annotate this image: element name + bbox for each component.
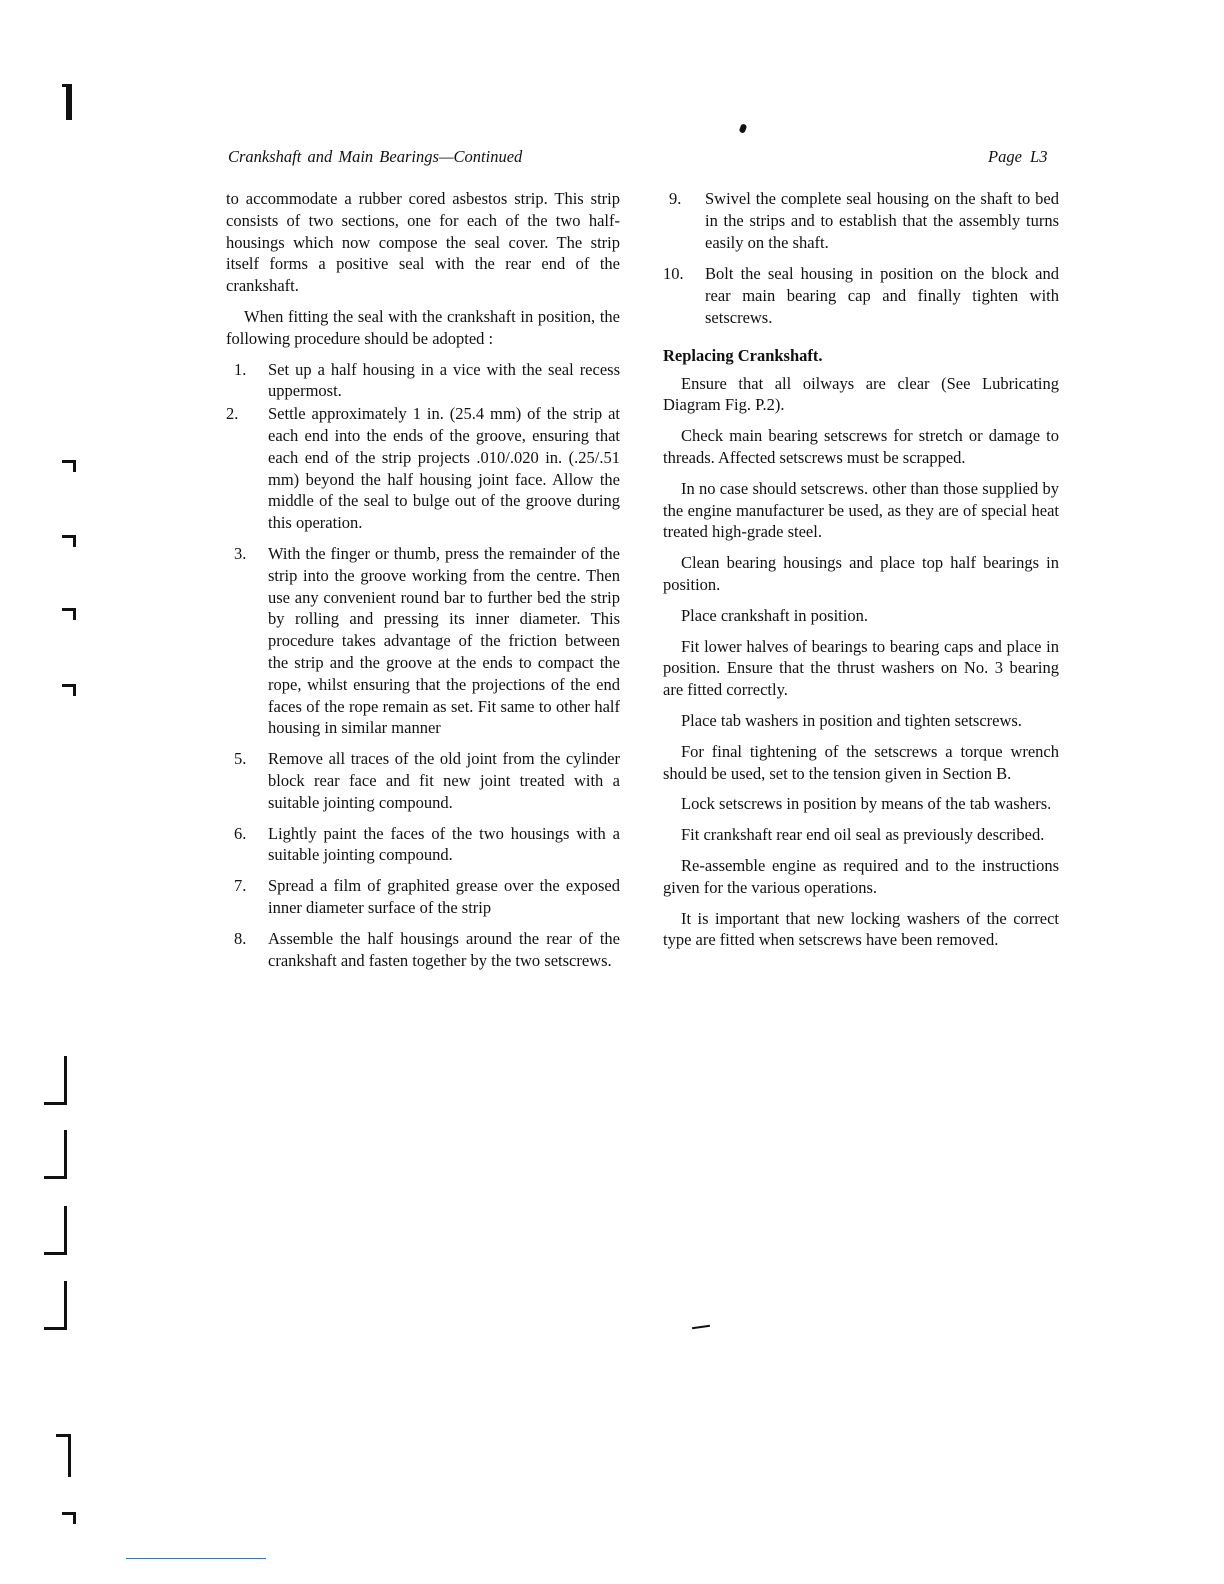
paragraph: Re-assemble engine as required and to the instructions given for the various operations.	[663, 855, 1059, 897]
binder-hook	[56, 1434, 71, 1477]
paragraph: Clean bearing housings and place top half bearings in position.	[663, 553, 1059, 594]
running-head: Crankshaft and Main Bearings—Continued	[228, 147, 523, 166]
step-text: Set up a half housing in a vice with the seal recess uppermost.	[268, 359, 620, 401]
list-item	[226, 823, 620, 867]
intro-paragraph: to accommodate a rubber cored asbestos strip. This strip consists of two sections, one for each of the two half-housings which now compose the seal cover. The strip itself forms a positive seal with the rear end of the crankshaft.	[226, 189, 620, 296]
binder-mark	[66, 84, 72, 120]
left-column	[226, 188, 620, 980]
step-text: Remove all traces of the old joint from the cylinder block rear face and fit new joint treated with a suitable jointing compound.	[268, 749, 620, 812]
list-item	[226, 748, 620, 813]
page-number: Page L3	[988, 147, 1048, 166]
step-text: Swivel the complete seal housing on the shaft to bed in the strips and to establish that the assembly turns easily on the shaft.	[705, 189, 1059, 252]
paragraph: Fit crankshaft rear end oil seal as previously described.	[681, 825, 1045, 845]
step-number: 6.	[234, 823, 247, 843]
binder-tick	[62, 460, 76, 463]
step-number: 9.	[669, 189, 682, 208]
section-heading: Replacing Crankshaft.	[663, 345, 823, 365]
paragraph: Place tab washers in position and tighten setscrews.	[681, 710, 1022, 730]
paragraph: Fit lower halves of bearings to bearing caps and place in position. Ensure that the thrust washers on No. 3 bearing are fitted correctly.	[663, 636, 1059, 700]
list-item	[226, 928, 620, 972]
paragraph: Lock setscrews in position by means of the tab washers.	[681, 794, 1052, 814]
step-text: Lightly paint the faces of the two housings with a suitable jointing compound.	[268, 823, 620, 865]
procedure-steps	[226, 359, 620, 972]
step-number: 2.	[226, 404, 239, 424]
binder-tick	[62, 535, 76, 538]
step-number: 8.	[234, 928, 247, 948]
paragraph: Check main bearing setscrews for stretch or damage to threads. Affected setscrews must be scrapped.	[663, 426, 1059, 467]
list-item	[663, 263, 1059, 328]
binder-tick	[62, 1512, 76, 1515]
ink-speck	[739, 123, 748, 134]
list-item	[226, 875, 620, 919]
list-item	[663, 188, 1059, 253]
lead-in-paragraph: When fitting the seal with the crankshaft in position, the following procedure should be adopted :	[226, 306, 620, 348]
list-item	[226, 359, 620, 403]
step-number: 7.	[234, 876, 247, 896]
paragraph: In no case should setscrews. other than those supplied by the engine manufacturer be used, as they are of special heat treated high-grade steel.	[663, 478, 1059, 542]
step-number: 5.	[234, 749, 247, 769]
scan-line	[126, 1558, 266, 1559]
step-number: 3.	[234, 543, 247, 563]
binder-tick	[62, 684, 76, 687]
procedure-steps-continued	[663, 188, 1059, 329]
binder-bracket	[44, 1130, 67, 1179]
step-number: 1.	[234, 359, 247, 379]
paragraph: Ensure that all oilways are clear (See Lubricating Diagram Fig. P.2).	[663, 373, 1059, 415]
paragraph: It is important that new locking washers of the correct type are fitted when setscrews have been removed.	[663, 908, 1059, 950]
step-number: 10.	[663, 264, 684, 284]
right-column	[663, 188, 1059, 960]
paragraph: Place crankshaft in position.	[681, 605, 868, 625]
list-item	[226, 403, 620, 534]
step-text: Assemble the half housings around the rear of the crankshaft and fasten together by the two setscrews.	[268, 928, 620, 970]
step-text: Bolt the seal housing in position on the block and rear main bearing cap and finally tighten with setscrews.	[705, 264, 1059, 327]
step-text: Spread a film of graphited grease over the exposed inner diameter surface of the strip	[268, 876, 620, 917]
binder-bracket	[44, 1206, 67, 1255]
binder-bracket	[44, 1056, 67, 1105]
list-item	[226, 543, 620, 739]
binder-tick	[62, 608, 76, 611]
binder-bracket	[44, 1281, 67, 1330]
paragraph: For final tightening of the setscrews a torque wrench should be used, set to the tension given in Section B.	[663, 741, 1059, 783]
ink-speck	[692, 1325, 710, 1329]
step-text: Settle approximately 1 in. (25.4 mm) of the strip at each end into the ends of the groove, ensuring that each end of the strip projects .010/.020 in. (.25/.51 mm) beyond the half housing joint face. Allow the middle of the seal to bulge out of the groove during this operation.	[268, 404, 620, 533]
step-text: With the finger or thumb, press the remainder of the strip into the groove working from the centre. Then use any convenient round bar to further bed the strip by rolling and pressing its inner diameter. This procedure takes advantage of the friction between the strip and the groove at the ends to compact the rope, whilst ensuring that the projections of the end faces of the rope remain as set. Fit same to other half housing in similar manner	[268, 543, 620, 738]
